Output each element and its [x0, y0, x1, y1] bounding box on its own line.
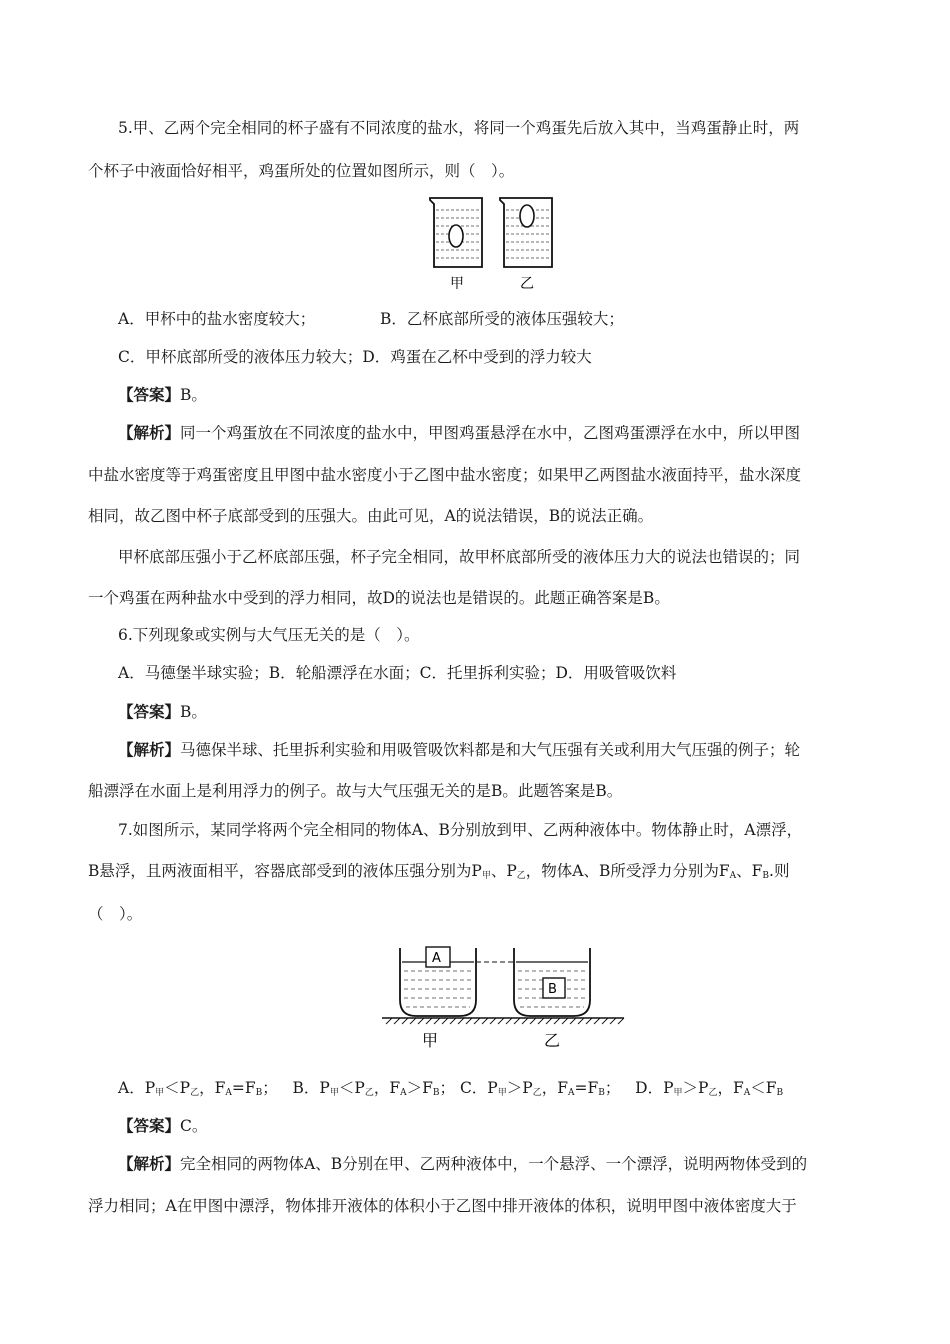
q6-options: A．马德堡半球实验；B．轮船漂浮在水面；C．托里拆利实验；D．用吸管吸饮料: [118, 664, 677, 682]
q5-fig-label-b: 乙: [520, 276, 534, 292]
q7-option-c: C．$P_甲>P_乙$，$F_A=F_B$；: [459, 1079, 621, 1098]
q5-stem-line2: 个杯子中液面恰好相平，鸡蛋所处的位置如图所示，则（ ）。: [88, 162, 515, 180]
q5-analysis-line4: 甲杯底部压强小于乙杯底部压强，杯子完全相同，故甲杯底部所受的液体压力大的说法也错误的；同: [118, 548, 801, 566]
q6-analysis-line1: 【解析】马德保半球、托里拆利实验和用吸管吸饮料都是和大气压强有关或利用大气压强的例子；轮: [118, 740, 801, 759]
q6-analysis-line2: 船漂浮在水面上是利用浮力的例子。故与大气压强无关的是B。此题答案是B。: [88, 782, 623, 800]
q6-stem: 6.下列现象或实例与大气压无关的是（ ）。: [118, 626, 420, 644]
q7-fig-label-a: 甲: [422, 1031, 439, 1050]
q5-analysis-line5: 一个鸡蛋在两种盐水中受到的浮力相同，故D的说法也是错误的。此题正确答案是B。: [88, 589, 670, 607]
block-a-label: A: [432, 951, 441, 966]
q7-fig-label-b: 乙: [544, 1031, 561, 1050]
block-b-label: B: [548, 982, 557, 997]
q7-figure-containers: [378, 938, 628, 1056]
q5-option-b: B．乙杯底部所受的液体压强较大；: [380, 310, 624, 328]
q7-option-a: A．$P_甲<P_乙$，$F_A=F_B$；: [118, 1079, 278, 1098]
q5-analysis-line3: 相同，故乙图中杯子底部受到的压强大。由此可见，A的说法错误，B的说法正确。: [88, 507, 654, 525]
q5-fig-label-a: 甲: [450, 276, 464, 292]
q5-analysis-line1: 【解析】同一个鸡蛋放在不同浓度的盐水中，甲图鸡蛋悬浮在水中，乙图鸡蛋漂浮在水中，所以甲图: [118, 423, 801, 442]
egg-in-cup-b: [520, 205, 534, 227]
q7-analysis-line2: 浮力相同；A在甲图中漂浮，物体排开液体的体积小于乙图中排开液体的体积，说明甲图中液体密度大于: [88, 1197, 797, 1215]
q7-analysis-line1: 【解析】完全相同的两物体A、B分别在甲、乙两种液体中，一个悬浮、一个漂浮，说明两物体受到的: [118, 1154, 808, 1173]
q5-answer: 【答案】B。: [118, 385, 207, 404]
q7-option-b: B．$P_甲<P_乙$，$F_A>F_B$；: [292, 1079, 455, 1098]
q5-analysis-line2: 中盐水密度等于鸡蛋密度且甲图中盐水密度小于乙图中盐水密度；如果甲乙两图盐水液面持平，盐水深度: [88, 466, 802, 484]
q5-figure-cups: [420, 194, 570, 294]
q7-stem-line3: （ ）。: [88, 905, 143, 923]
q7-stem-line1: 7.如图所示，某同学将两个完全相同的物体A、B分别放到甲、乙两种液体中。物体静止时，A漂浮，: [118, 821, 803, 839]
q7-option-d: D．$P_甲>P_乙$，$F_A<F_B$: [635, 1079, 784, 1098]
q5-option-a: A．甲杯中的盐水密度较大；: [118, 310, 316, 328]
egg-in-cup-a: [449, 225, 463, 247]
q7-stem-line2: B悬浮，且两液面相平，容器底部受到的液体压强分别为$P_甲$、$P_乙$，物体A、B所受浮力分别为$F_A$、$F_B$.则: [88, 862, 790, 881]
q5-stem-line1: 5.甲、乙两个完全相同的杯子盛有不同浓度的盐水，将同一个鸡蛋先后放入其中，当鸡蛋静止时，两: [118, 119, 800, 137]
q7-answer: 【答案】C。: [118, 1116, 208, 1135]
q7-options: [118, 1078, 783, 1103]
q6-answer: 【答案】B。: [118, 702, 207, 721]
q5-option-cd: C．甲杯底部所受的液体压力较大；D．鸡蛋在乙杯中受到的浮力较大: [118, 348, 592, 366]
